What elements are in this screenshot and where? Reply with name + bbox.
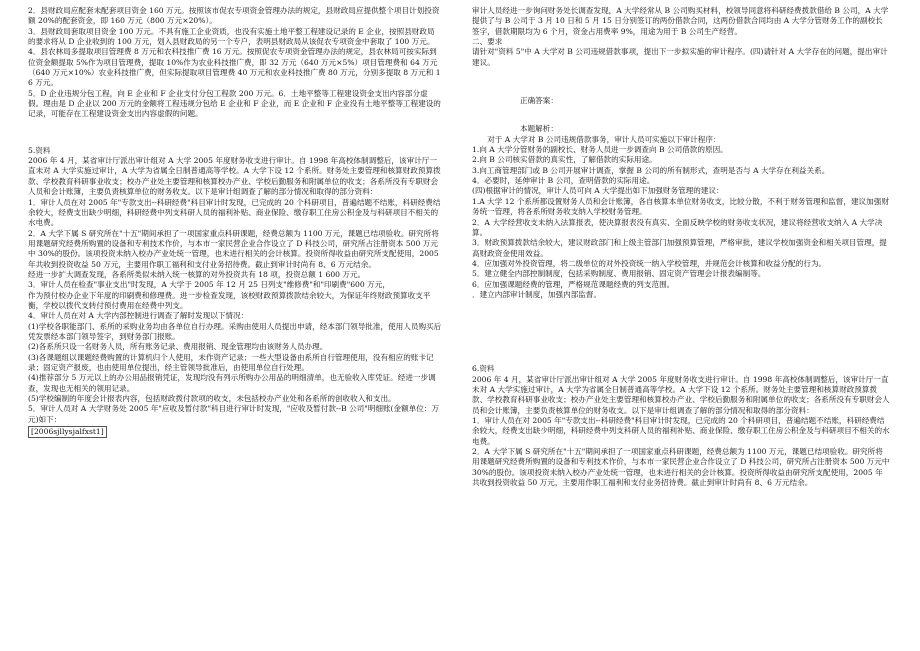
right-paragraph: 5．建立健全内部控制制度，包括采购制度、费用报销、固定资产管理会计报表编制等。: [472, 269, 766, 279]
right-paragraph: 2．A 大学下属 S 研究所在"十五"期间承担了一项国家重点科研课题，经费总额为 1100 万元，课题已结项验收。研究所将用课题研究经费所购置的设备和专利技术作价，与本市一家民营企业合作设立了 D 科技公司，研究所占注册资本 500 万元中 30%的股份。该项投资未纳入校办产业处统一管理，也未进行相关的会计核算。投资所得收益由研究所支配使用，2005 年共收到投资收益 50 万元，主要用作职工福利和支付业务招待费。截止到审计时尚有 8、6 万元结余。: [472, 447, 890, 488]
left-paragraph: 4．县农林局多提取项目管理费 8 万元和农科技推广费 16 万元。按照促农专项资金管理办法的规定，县农林局可按实际到位资金额提取 5%作为项目管理费，提取 10%作为农业科技推广费，即 32 万元（640 万元×5%）项目管理费和 64 万元（640 万元×10%）农业科技推广费，但实际提取项目管理费 40 万元和农业科技推广费 80 万元，分别多提取 8 万元和 16 万元。: [28, 47, 441, 88]
left-paragraph: [28, 425, 442, 438]
right-paragraph: 4．必要时，延伸审计 B 公司，查明借款的实际用途。: [472, 176, 655, 186]
left-paragraph: (2)各系所只设一名财务人员，所有账务记录、费用报销、现金管理均由该财务人员办理。: [28, 342, 328, 352]
right-paragraph: (四)根据审计的情况，审计人员可向 A 大学提出如下加强财务管理的建议：: [472, 186, 724, 196]
right-paragraph: 二、要求: [472, 37, 503, 47]
left-paragraph: 3．审计人员在检查"事业支出"时发现，A 大学于 2005 年 12 月 25 日列支"维修费"和"印刷费"600 万元，: [28, 280, 390, 290]
right-paragraph: 请针对"资料 5"中 A 大学对 B 公司违规借款事项，提出下一步拟实施的审计程序。(四)请针对 A 大学存在的问题，提出审计建议。: [472, 47, 888, 67]
right-paragraph: 2006 年 4 月，某省审计厅派出审计组对 A 大学 2005 年度财务收支进行审计。自 1998 年高校体制调整后，该审计厅一直未对 A 大学实施过审计，A 大学为省属全日制普通高等学校。A 大学下设 12 个系所。财务处主要管理和核算财政预算拨款、学校教育科研事业收支；校办产业处主要管理和核算校办产业、学校后勤服务和附属单位的收支；各系所没有专职财会人员和会计账簿，主要负责核算单位的财务收支。以下是审计组调查了解的部分情况和取得的部分资料：: [472, 374, 890, 415]
source-tag: [2006sjllysjalfxst1]: [28, 426, 107, 438]
left-column: [28, 6, 442, 438]
left-paragraph: (4)推荐部分 5 万元以上的办公用品报销凭证，发现均没有列示所购办公用品的明细清单，也无验收入库凭证。经进一步调查，发现也无相关的领用记录。: [28, 373, 436, 393]
left-paragraph: 1．审计人员在对 2005 年"专款支出--科研经费"科目审计时发现，已完成的 20 个科研项目，普遍结题不结账，科研经费结余较大，经费支出缺少明细，科研经费中列支科研人员的福利补贴、商业保险、缴存职工住房公积金及与科研项目不相关的水电费。: [28, 197, 441, 228]
left-paragraph: (3)各课题组以课题经费购置的计算机归个人使用，未作资产记录；一些大型设备由系所自行管理使用，没有相应的账卡记录；固定资产报废，也由使用单位提出，经主管领导批准后，由使用单位自行处理。: [28, 352, 434, 372]
left-paragraph: 4．审计人员在对 A 大学内部控制进行调查了解时发现以下情况：: [28, 311, 249, 321]
right-paragraph: 审计人员经进一步询问财务处长调查发现，A 大学经常从 B 公司购买材料，校领导同意将科研经费拨款借给 B 公司，A 大学提供了与 B 公司于 3 月 10 日和 5 月 15 日分别签订的两份借款合同，这两份借款合同均由 A 大学分管财务工作的副校长签字，借款期限均为 6 个月，资金占用费率 9%，用途为用于 B 公司生产经营。: [472, 6, 889, 36]
right-column: [472, 6, 890, 488]
right-paragraph: 4．应加强对外投资管理，将二级单位的对外投资统一纳入学校管理，并规范会计核算和收益分配的行为。: [472, 258, 827, 268]
right-paragraph: 本题解析：: [520, 124, 558, 134]
right-paragraph: 3．财政预算拨款结余较大，建议财政部门和上级主管部门加强预算管理，严格审批，建议学校加强资金和相关项目管理，提高财政资金使用效益。: [472, 238, 887, 258]
left-paragraph: 作为预付校办企业下年度的印刷费和修理费。进一步检查发现，该校财政预算拨款结余较大，为保证年终财政预算收支平衡，学校以拨代支转付预付费用在经费中列支。: [28, 290, 431, 310]
left-paragraph: 经进一步扩大调查发现，各系所类似未纳入统一核算的对外投资共有 18 项，投资总额 1 600 万元。: [28, 269, 366, 279]
left-paragraph: 5．审计人员对 A 大学财务处 2005 年"应收及暂付款"科目进行审计时发现，"应收及暂付款--B 公司"明细账(金额单位：万元)如下：: [28, 404, 440, 424]
left-paragraph: 2．县财政局应配套未配套项目资金 160 万元。按照该市促农专项资金管理办法的规定，县财政局应提供整个项目计划投资额 20%的配套资金，即 160 万元（800 万元×20%）。: [28, 6, 440, 26]
left-paragraph: 3．县财政局套取项目资金 100 万元。不具有施工企业资质，也没有实施土地平整工程建设记录的 E 企业，按照县财政局的要求将从 D 企业收到的 100 万元，划入县财政局的另一个专户，表明县财政局从该促农专项资金中套取了 100 万元。: [28, 26, 435, 47]
right-paragraph: ．建立内部审计制度，加强内部监督。: [472, 289, 602, 299]
right-paragraph: 3.向工商管理部门或 B 公司开展审计调查，掌握 B 公司的所有制形式，查明是否与 A 大学存在利益关系。: [472, 165, 830, 175]
right-paragraph: 对于 A 大学对 B 公司违规借款事务，审计人员可实施以下审计程序：: [487, 134, 721, 144]
left-paragraph: (1)学校各职能部门、系所的采购业务均由各单位自行办理。采购由使用人员提出申请，经本部门领导批准，使用人员购买后凭发票经本部门领导签字，到财务部门报账。: [28, 321, 442, 341]
right-paragraph: 1.A 大学 12 个系所都设置财务人员和会计账簿，各自核算本单位财务收支，比较分散，不利于财务管理和监督，建议加强财务统一管理，将各系所财务收支纳入学校财务管理。: [472, 196, 889, 217]
right-paragraph: 1.向 A 大学分管财务的副校长、财务人员进一步调查向 B 公司借款的原因。: [472, 145, 728, 155]
right-paragraph: 6.资料: [472, 364, 495, 374]
left-paragraph: (5)学校编制的年度会计报表内容，包括财政拨付款项的收支，未包括校办产业处和各系所的创收收入和支出。: [28, 394, 396, 404]
left-paragraph: 2006 年 4 月，某省审计厅派出审计组对 A 大学 2005 年度财务收支进行审计。自 1998 年高校体制调整后，该审计厅一直未对 A 大学实施过审计，A 大学为省属全日制普通高等学校。A 大学下设 12 个系所。财务处主要管理和核算财政预算拨款、学校教育科研事业收支；校办产业处主要管理和核算校办产业、学校后勤服务和附属单位的收支；各系所没有专职财会人员和会计账簿，主要负责核算单位的财务收支。以下是审计组调查了解的部分情况和取得的部分资料：: [28, 156, 441, 197]
left-paragraph: 5．D 企业违规分包工程，向 E 企业和 F 企业支付分包工程款 200 万元。6．土地平整等工程建设资金支出内容部分虚假。理由是 D 企业以 200 万元的金额将工程违规分包给 E 企业和 F 企业，而 E 企业和 F 企业没有土地平整等工程建设的记录，可能存在工程建设资金支出内容虚假的问题。: [28, 88, 441, 119]
right-paragraph: 1．审计人员在对 2005 年"专款支出--科研经费"科目审计时发现，已完成的 20 个科研项目，普遍结题不结账，科研经费结余较大，经费支出缺少明细，科研经费中列支科研人员的福利补贴、商业保险、缴存职工住房公积金及与科研项目不相关的水电费。: [472, 415, 890, 446]
right-paragraph: 2.向 B 公司核实借款的真实性，了解借款的实际用途。: [472, 155, 657, 165]
right-paragraph: 6．应加强课题经费的管理，严格规范课题经费的列支范围。: [472, 279, 675, 289]
right-paragraph: 正确答案：: [520, 96, 558, 106]
left-paragraph: 5.资料: [28, 145, 51, 155]
right-paragraph: 2．A 大学经营收支未纳入法算报表，使决算报表没有真实、全面反映学校的财务收支状况，建议将经营收支纳入 A 大学决算。: [472, 217, 883, 237]
left-paragraph: 2．A 大学下属 S 研究所在"十五"期间承担了一项国家重点科研课题，经费总额为 1100 万元，课题已结项验收。研究所将用课题研究经费所购置的设备和专利技术作价，与本市一家民营企业合作设立了 D 科技公司，研究所占注册资本 500 万元中 30%的股份。该项投资未纳入校办产业处统一管理，也未进行相关的会计核算。投资所得收益由研究所支配使用，2005 年共收到投资收益 50 万元，主要用作职工福利和支付业务招待费。截止到审计时尚有 8、6 万元结余。: [28, 228, 439, 269]
